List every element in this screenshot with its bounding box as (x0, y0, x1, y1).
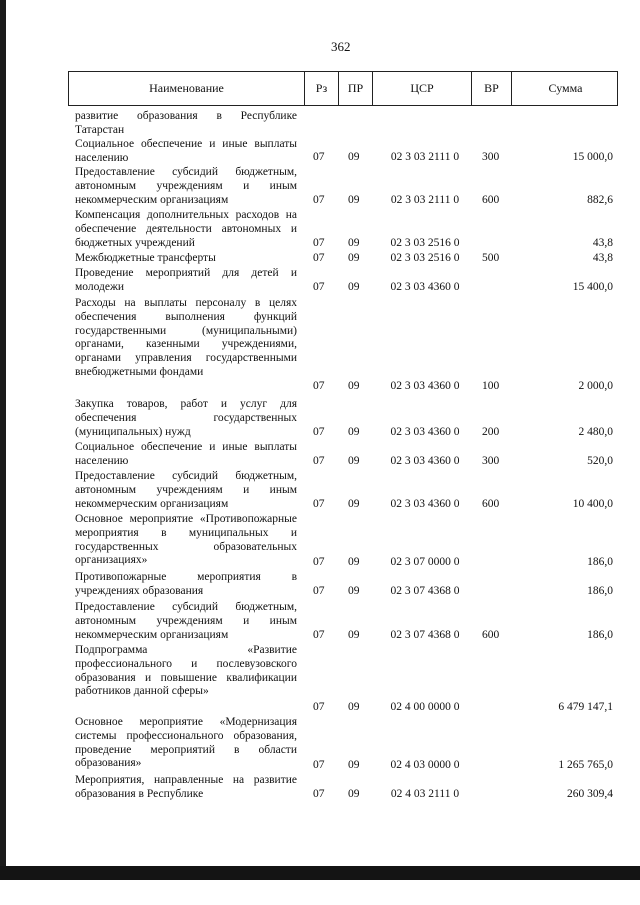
row-csr: 02 4 00 0000 0 (390, 701, 460, 713)
scan-bottom-edge (0, 866, 640, 880)
header-vr: ВР (471, 72, 511, 105)
row-sum: 520,0 (587, 455, 613, 467)
row-pr: 09 (348, 498, 360, 510)
row-name: Закупка товаров, работ и услуг для обеспечения государственных (муниципальных) нужд (75, 398, 297, 438)
row-csr: 02 3 03 2111 0 (390, 194, 460, 206)
row-csr: 02 3 03 2516 0 (390, 237, 460, 249)
row-name: Основное мероприятие «Модернизация системы профессионального образования, проведение мероприятий в области образования» (75, 716, 297, 770)
row-sum: 15 000,0 (572, 151, 613, 163)
row-sum: 15 400,0 (572, 281, 613, 293)
row-name: Предоставление субсидий бюджетным, автономным учреждениям и иным некоммерческим организациям (75, 601, 297, 641)
row-pr: 09 (348, 759, 360, 771)
row-rz: 07 (313, 759, 325, 771)
row-vr: 300 (482, 455, 500, 467)
row-csr: 02 3 03 4360 0 (390, 498, 460, 510)
row-pr: 09 (348, 629, 360, 641)
row-csr: 02 3 03 4360 0 (390, 455, 460, 467)
row-pr: 09 (348, 426, 360, 438)
row-rz: 07 (313, 151, 325, 163)
row-csr: 02 3 07 0000 0 (390, 556, 460, 568)
row-sum: 43,8 (592, 237, 613, 249)
row-rz: 07 (313, 380, 325, 392)
row-rz: 07 (313, 556, 325, 568)
header-rz: Рз (304, 72, 338, 105)
row-sum: 260 309,4 (567, 788, 613, 800)
row-name: Подпрограмма «Развитие профессионального и послевузовского образования и повышение квалификации работников данной сферы» (75, 644, 297, 698)
row-sum: 2 480,0 (578, 426, 613, 438)
row-sum: 2 000,0 (578, 380, 613, 392)
row-name: Компенсация дополнительных расходов на обеспечение деятельности автономных и бюджетных учреждений (75, 209, 297, 249)
header-sum: Сумма (511, 72, 619, 105)
row-rz: 07 (313, 426, 325, 438)
row-csr: 02 3 03 2111 0 (390, 151, 460, 163)
row-sum: 882,6 (587, 194, 613, 206)
row-vr: 600 (482, 194, 500, 206)
row-name: Основное мероприятие «Противопожарные мероприятия в муниципальных и государственных образовательных организациях» (75, 513, 297, 567)
row-name: Расходы на выплаты персоналу в целях обеспечения выполнения функций государственными (муниципальными) органами, казенными учреждениями, органами управления государственными внебюджетными фондами (75, 297, 297, 378)
page-number: 362 (331, 39, 351, 54)
row-pr: 09 (348, 252, 360, 264)
table-header (68, 71, 618, 106)
row-rz: 07 (313, 455, 325, 467)
row-name: Противопожарные мероприятия в учреждениях образования (75, 571, 297, 597)
row-vr: 100 (482, 380, 500, 392)
row-sum: 186,0 (587, 629, 613, 641)
row-pr: 09 (348, 556, 360, 568)
row-rz: 07 (313, 788, 325, 800)
row-pr: 09 (348, 585, 360, 597)
row-pr: 09 (348, 455, 360, 467)
row-pr: 09 (348, 788, 360, 800)
row-name: Межбюджетные трансферты (75, 252, 216, 264)
row-rz: 07 (313, 498, 325, 510)
row-csr: 02 4 03 0000 0 (390, 759, 460, 771)
row-rz: 07 (313, 629, 325, 641)
row-sum: 186,0 (587, 556, 613, 568)
row-rz: 07 (313, 585, 325, 597)
row-name: Социальное обеспечение и иные выплаты населению (75, 441, 297, 467)
row-rz: 07 (313, 281, 325, 293)
row-pr: 09 (348, 151, 360, 163)
row-rz: 07 (313, 701, 325, 713)
row-name: Проведение мероприятий для детей и молодежи (75, 267, 297, 293)
row-csr: 02 3 07 4368 0 (390, 629, 460, 641)
row-rz: 07 (313, 237, 325, 249)
row-csr: 02 3 03 4360 0 (390, 426, 460, 438)
row-sum: 6 479 147,1 (558, 701, 613, 713)
header-csr: ЦСР (372, 72, 471, 105)
header-pr: ПР (338, 72, 372, 105)
row-name: Мероприятия, направленные на развитие образования в Республике (75, 774, 297, 800)
row-pr: 09 (348, 237, 360, 249)
scan-left-edge (0, 0, 6, 880)
row-sum: 1 265 765,0 (558, 759, 613, 771)
row-name: развитие образования в Республике Татарстан (75, 110, 297, 136)
header-name: Наименование (149, 81, 224, 95)
row-csr: 02 3 03 4360 0 (390, 281, 460, 293)
row-name: Социальное обеспечение и иные выплаты населению (75, 138, 297, 164)
row-name: Предоставление субсидий бюджетным, автономным учреждениям и иным некоммерческим организациям (75, 166, 297, 206)
row-rz: 07 (313, 194, 325, 206)
row-csr: 02 3 03 4360 0 (390, 380, 460, 392)
row-sum: 186,0 (587, 585, 613, 597)
row-sum: 10 400,0 (572, 498, 613, 510)
row-pr: 09 (348, 701, 360, 713)
row-vr: 600 (482, 498, 500, 510)
row-csr: 02 3 07 4368 0 (390, 585, 460, 597)
row-rz: 07 (313, 252, 325, 264)
row-vr: 200 (482, 426, 500, 438)
row-name: Предоставление субсидий бюджетным, автономным учреждениям и иным некоммерческим организациям (75, 470, 297, 510)
row-vr: 600 (482, 629, 500, 641)
row-csr: 02 4 03 2111 0 (390, 788, 460, 800)
row-pr: 09 (348, 380, 360, 392)
row-sum: 43,8 (592, 252, 613, 264)
row-vr: 300 (482, 151, 500, 163)
row-csr: 02 3 03 2516 0 (390, 252, 460, 264)
row-vr: 500 (482, 252, 500, 264)
row-pr: 09 (348, 281, 360, 293)
row-pr: 09 (348, 194, 360, 206)
